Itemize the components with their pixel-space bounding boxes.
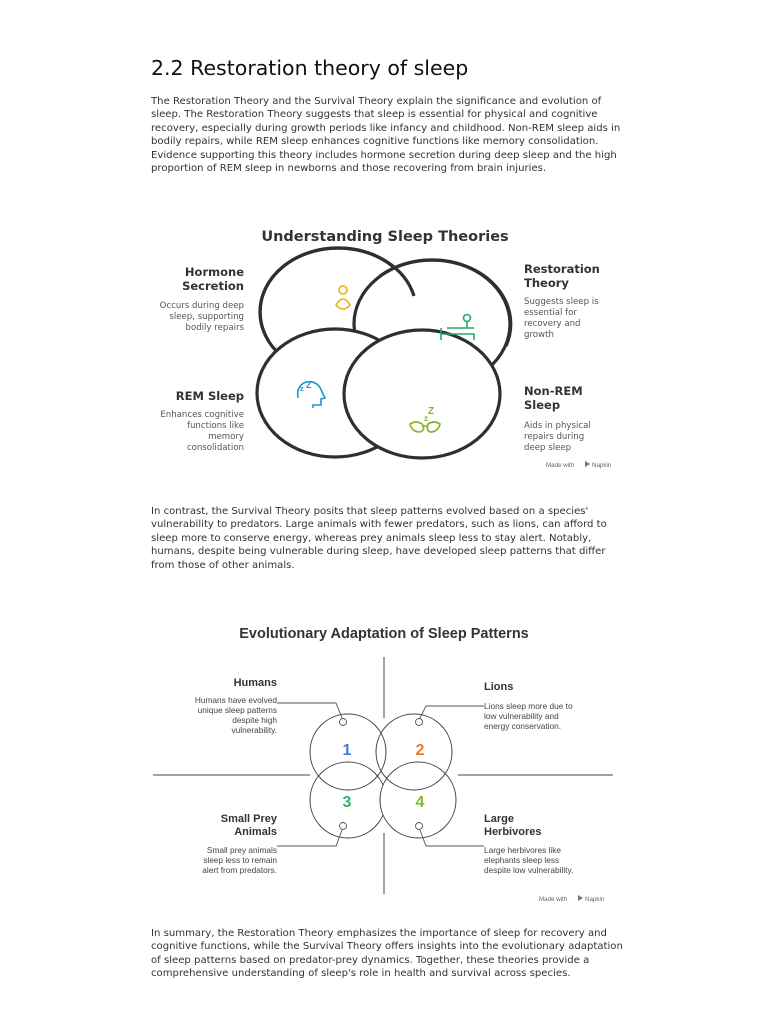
humans-desc-line3: despite high bbox=[232, 715, 277, 725]
nonrem-desc-line2: repairs during bbox=[524, 432, 585, 442]
napkin-brand-text: Napkin bbox=[585, 896, 605, 903]
rem-desc-line4: consolidation bbox=[186, 443, 244, 453]
number-2: 2 bbox=[415, 742, 425, 759]
diagram2-title: Evolutionary Adaptation of Sleep Patterns bbox=[239, 626, 529, 642]
humans-desc-line2: unique sleep patterns bbox=[197, 705, 277, 715]
lions-desc-line3: energy conservation. bbox=[484, 721, 562, 731]
rem-desc-line2: functions like bbox=[186, 421, 244, 431]
herbivores-desc-line2: elephants sleep less bbox=[484, 855, 560, 865]
hormone-desc-line2: sleep, supporting bbox=[169, 312, 244, 322]
number-1: 1 bbox=[342, 742, 352, 759]
prey-desc-line1: Small prey animals bbox=[206, 845, 277, 855]
intro-paragraph: The Restoration Theory and the Survival Theory explain the significance and evolution of sleep. The Restoration Theory suggests that sleep is essential for physical and cognitive recovery, especially during growth periods like infancy and childhood. Non-REM sleep aids in bodily repairs, while REM sleep enhances cognitive functions like memory consolidation. Evidence supporting this theory includes hormone secretion during deep sleep and the high proportion of REM sleep in newborns and those recovering from brain injuries. bbox=[151, 96, 621, 175]
svg-text:z: z bbox=[424, 414, 428, 423]
herbivores-title-line1: Large bbox=[484, 813, 514, 825]
summary-paragraph: In summary, the Restoration Theory emphasizes the importance of sleep for recovery and cognitive functions, while the Survival Theory offers insights into the evolutionary adaptation of sleep patterns based on predator-prey dynamics. Together, these theories provide a comprehensive understanding of sleep's role in health and survival across species. bbox=[151, 928, 623, 980]
rem-desc-line1: Enhances cognitive bbox=[160, 410, 244, 420]
humans-title: Humans bbox=[233, 677, 277, 689]
napkin-logo-icon bbox=[578, 895, 583, 901]
lions-desc-line2: low vulnerability and bbox=[484, 711, 559, 721]
nonrem-title-line2: Sleep bbox=[524, 398, 561, 412]
prey-desc-line3: alert from predators. bbox=[202, 865, 277, 875]
hormone-desc-line3: bodily repairs bbox=[185, 323, 244, 333]
svg-text:Z: Z bbox=[306, 380, 312, 390]
number-3: 3 bbox=[342, 794, 352, 811]
humans-desc-line4: vulnerability. bbox=[231, 725, 277, 735]
napkin-logo-icon bbox=[585, 461, 590, 467]
number-4: 4 bbox=[415, 794, 425, 811]
hormone-title-line1: Hormone bbox=[184, 265, 244, 279]
contrast-paragraph: In contrast, the Survival Theory posits that sleep patterns evolved based on a species' vulnerability to predators. Large animals with fewer predators, such as lions, can afford to sleep more to conserve energy, whereas prey animals sleep less to stay alert. Notably, humans, despite being vulnerable during sleep, have developed sleep patterns that differ from those of other animals. bbox=[151, 506, 607, 571]
restoration-title-line1: Restoration bbox=[524, 262, 600, 276]
restoration-desc-line1: Suggests sleep is bbox=[524, 297, 599, 307]
svg-text:Z: Z bbox=[428, 406, 435, 417]
rem-title: REM Sleep bbox=[175, 389, 244, 403]
svg-text:z: z bbox=[300, 386, 304, 393]
nonrem-desc-line3: deep sleep bbox=[524, 443, 572, 453]
humans-desc-line1: Humans have evolved bbox=[194, 695, 277, 705]
herbivores-title-line2: Herbivores bbox=[484, 826, 542, 838]
herbivores-desc-line3: despite low vulnerability. bbox=[484, 865, 574, 875]
restoration-desc-line3: recovery and bbox=[524, 319, 581, 329]
hormone-desc-line1: Occurs during deep bbox=[159, 301, 244, 311]
diagram1-title: Understanding Sleep Theories bbox=[261, 229, 509, 245]
nonrem-title-line1: Non-REM bbox=[524, 384, 583, 398]
restoration-title-line2: Theory bbox=[524, 276, 569, 290]
lions-title: Lions bbox=[484, 681, 514, 693]
prey-title-line1: Small Prey bbox=[220, 813, 277, 825]
prey-title-line2: Animals bbox=[234, 826, 277, 838]
restoration-desc-line4: growth bbox=[524, 330, 554, 340]
sleep-theories-diagram bbox=[0, 220, 768, 520]
restoration-desc-line2: essential for bbox=[524, 308, 577, 318]
nonrem-desc-line1: Aids in physical bbox=[524, 421, 591, 431]
made-with-text: Made with bbox=[546, 462, 575, 469]
prey-desc-line2: sleep less to remain bbox=[203, 855, 277, 865]
quadrant-circles bbox=[310, 714, 456, 838]
page-title: 2.2 Restoration theory of sleep bbox=[151, 56, 469, 80]
herbivores-desc-line1: Large herbivores like bbox=[484, 845, 562, 855]
evolutionary-adaptation-diagram bbox=[0, 620, 768, 905]
ring-bottom-right bbox=[344, 330, 500, 458]
lions-desc-line1: Lions sleep more due to bbox=[484, 701, 573, 711]
made-with-text: Made with bbox=[539, 896, 568, 903]
interlocking-rings bbox=[257, 248, 511, 458]
rem-desc-line3: memory bbox=[208, 432, 244, 442]
napkin-brand-text: Napkin bbox=[592, 462, 612, 469]
hormone-title-line2: Secretion bbox=[182, 279, 244, 293]
